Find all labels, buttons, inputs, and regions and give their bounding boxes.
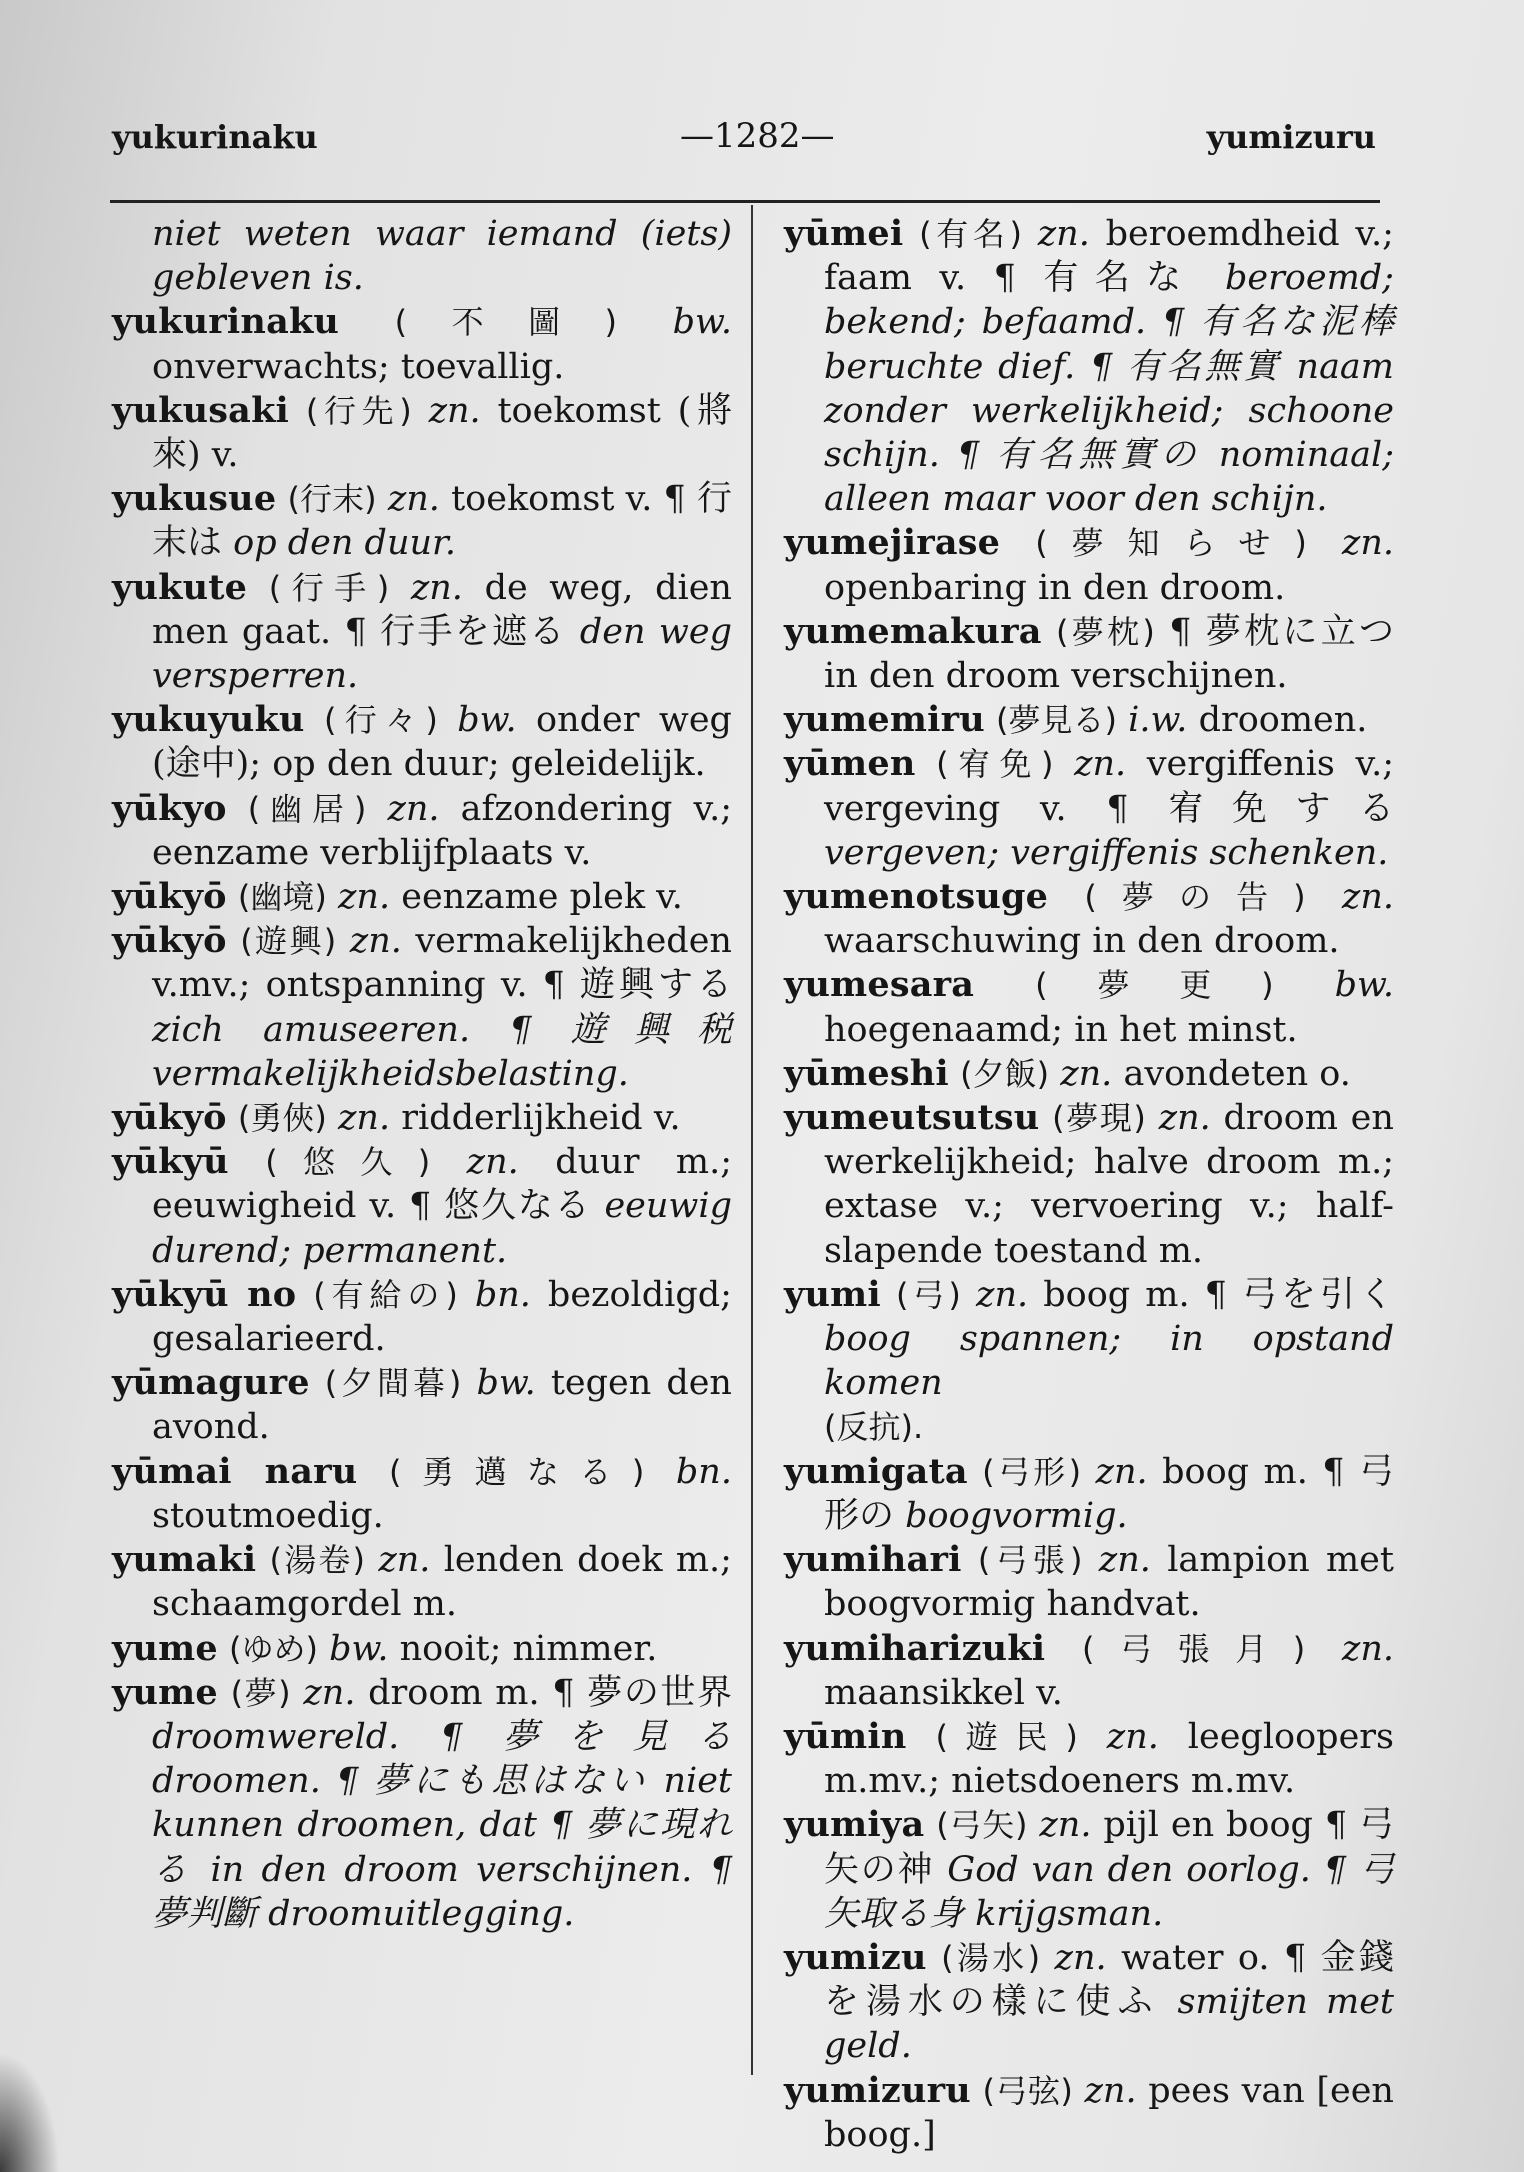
headword: yūmagure — [112, 1362, 310, 1404]
definition: ¶ 夢枕に立つ in den droom verschijnen. — [824, 611, 1394, 697]
dictionary-entry — [112, 300, 732, 388]
entry-kanji: (不圖) — [394, 303, 618, 342]
headword: yumizuru — [784, 2069, 971, 2111]
entry-kanji: (遊民) — [935, 1717, 1078, 1756]
example-phrase: eeuwig durend; permanent. — [152, 1186, 732, 1271]
example-phrase: den weg versperren. — [152, 611, 732, 697]
entry-kanji: (弓弦) — [982, 2071, 1073, 2110]
definition: droomen. — [1198, 700, 1368, 741]
definition: duur m.; eeuwigheid v. ¶ 悠久なる — [152, 1142, 732, 1227]
header-rule — [110, 200, 1380, 203]
dictionary-entry — [112, 389, 732, 477]
entry-kanji: (夕間暮) — [324, 1364, 462, 1403]
headword: yukute — [112, 566, 248, 608]
definition: afzondering v.; eenzame verblijfplaats v. — [152, 788, 732, 873]
dictionary-entry — [784, 610, 1394, 698]
headword: yumejirase — [784, 522, 1001, 564]
definition: ridderlijkheid v. — [401, 1098, 681, 1139]
grammar-label: zn. — [1095, 1451, 1148, 1492]
grammar-label: zn. — [1037, 214, 1090, 254]
entry-kanji: (夕飯) — [960, 1054, 1050, 1093]
dictionary-entry — [784, 963, 1394, 1051]
dictionary-entry — [784, 1715, 1394, 1803]
entry-kanji: (有給の) — [313, 1275, 458, 1314]
grammar-label: zn. — [1341, 1628, 1394, 1669]
dictionary-entry — [784, 1450, 1394, 1538]
dictionary-entry — [112, 698, 732, 786]
definition: onder weg (途中); op den duur; geleidelijk. — [152, 700, 732, 785]
entry-kanji: (勇俠) — [237, 1099, 327, 1138]
grammar-label: zn. — [428, 390, 481, 431]
definition: onverwachts; toevallig. — [152, 346, 565, 387]
definition: beroemdheid v.; faam v. ¶ 有名な — [824, 214, 1394, 299]
dictionary-entry — [112, 1361, 732, 1449]
headword: yumizu — [784, 1936, 927, 1978]
example-phrase: God van den oorlog. ¶ 弓矢取る身 krijgsman. — [824, 1849, 1394, 1934]
definition: waarschuwing in den droom. — [824, 921, 1340, 962]
left-column — [112, 212, 732, 1936]
dictionary-entry — [784, 742, 1394, 875]
grammar-label: zn. — [349, 921, 402, 962]
entry-kanji: (夢) — [230, 1673, 291, 1712]
headword: yumigata — [784, 1450, 968, 1492]
grammar-label: zn. — [1039, 1805, 1092, 1846]
entry-kanji: (夢知らせ) — [1035, 524, 1307, 563]
headword: yukuyuku — [112, 699, 305, 741]
grammar-label: zn. — [387, 788, 440, 829]
dictionary-entry — [112, 1273, 732, 1361]
headword: yumihari — [784, 1539, 962, 1581]
dictionary-entry — [784, 212, 1394, 521]
dictionary-entry — [112, 787, 732, 875]
definition: eenzame plek v. — [401, 877, 683, 918]
headword: yūkyō — [112, 876, 227, 918]
dictionary-entry — [784, 1273, 1394, 1406]
headword: yūmei — [784, 213, 904, 254]
page-number: —1282— — [680, 116, 835, 156]
dictionary-entry — [112, 1096, 732, 1140]
definition: stoutmoedig. — [152, 1495, 384, 1536]
grammar-label: zn. — [303, 1672, 356, 1713]
headword: yumemakura — [784, 610, 1042, 652]
dictionary-entry — [112, 1140, 732, 1273]
dictionary-entry — [784, 1096, 1394, 1273]
definition: lampion met boogvormig handvat. — [824, 1540, 1394, 1625]
dictionary-entry — [784, 1538, 1394, 1626]
definition: pees van [een boog.] — [824, 2070, 1394, 2155]
definition: water o. ¶ 金錢を湯水の樣に使ふ — [824, 1937, 1394, 2023]
definition: toekomst v. ¶ 行末は — [152, 479, 732, 564]
dictionary-entry — [112, 875, 732, 919]
dictionary-entry — [112, 1538, 732, 1626]
headword: yumaki — [112, 1539, 257, 1581]
entry-kanji: (悠久) — [265, 1143, 431, 1182]
grammar-label: zn. — [1341, 523, 1394, 564]
entry-kanji: (行々) — [323, 701, 438, 740]
entry-kanji: (宥免) — [936, 745, 1054, 784]
entry-kanji: (ゆめ) — [229, 1629, 319, 1668]
entry-kanji: (湯水) — [941, 1938, 1041, 1977]
definition: pijl en boog ¶ 弓矢の神 — [824, 1805, 1394, 1890]
headword: yumesara — [784, 964, 975, 1006]
entry-kanji: (有名) — [919, 215, 1022, 253]
example-phrase: op den duur. — [233, 523, 457, 564]
example-phrase: boogvormig. — [905, 1495, 1128, 1536]
dictionary-entry — [112, 1450, 732, 1538]
column-divider — [751, 205, 753, 2075]
dictionary-entry — [784, 1627, 1394, 1715]
grammar-label: bn. — [675, 1451, 732, 1492]
grammar-label: zn. — [337, 877, 391, 918]
header-right-word: yumizuru — [1206, 118, 1376, 156]
grammar-label: zn. — [1341, 877, 1394, 918]
grammar-label: zn. — [1106, 1716, 1159, 1757]
headword: yume — [112, 1671, 218, 1713]
entry-kanji: (勇邁なる) — [389, 1452, 645, 1491]
example-phrase: droomwereld. ¶ 夢を見る droomen. ¶ 夢にも思はない niet kunnen droomen, dat ¶ 夢に現れる in den droom verschijnen. ¶ 夢判斷 droomuitlegging. — [152, 1716, 732, 1934]
dictionary-entry — [784, 521, 1394, 609]
headword: yumemiru — [784, 699, 985, 741]
grammar-label: zn. — [1098, 1540, 1151, 1581]
definition: droom m. ¶ 夢の世界 — [368, 1672, 732, 1713]
page-corner-shadow — [0, 2052, 60, 2172]
definition: nooit; nimmer. — [399, 1628, 658, 1669]
grammar-label: zn. — [1158, 1098, 1211, 1139]
definition: maansikkel v. — [824, 1672, 1063, 1713]
dictionary-entry — [784, 1936, 1394, 2069]
grammar-label: zn. — [976, 1274, 1029, 1315]
definition: boog m. ¶ 弓を引く — [1043, 1274, 1394, 1315]
example-phrase: beroemd; bekend; befaamd. ¶ 有名な泥棒 beruchte dief. ¶ 有名無實 naam zonder werkelijkheid; schoone schijn. ¶ 有名無實の nominaal; alleen maar voor den schijn. — [824, 258, 1394, 520]
headword: yūkyū — [112, 1141, 229, 1183]
grammar-label: bw. — [476, 1363, 536, 1404]
headword: yūmin — [784, 1715, 907, 1757]
entry-kanji: (幽境) — [237, 878, 327, 917]
headword: yukurinaku — [112, 301, 340, 343]
entry-kanji: (幽居) — [247, 789, 367, 828]
entry-kanji: (弓) — [896, 1275, 961, 1314]
definition: vermakelijkheden v.mv.; ontspanning v. ¶ 遊興する — [152, 921, 732, 1006]
dictionary-entry — [784, 1803, 1394, 1936]
headword: yūkyū no — [112, 1273, 297, 1315]
entry-kanji: (反抗). — [824, 1408, 924, 1447]
entry-kanji: (弓矢) — [936, 1806, 1028, 1845]
headword: yūmen — [784, 743, 916, 785]
entry-kanji: (遊興) — [240, 922, 337, 961]
definition: avondeten o. — [1123, 1053, 1351, 1094]
entry-kanji: (夢更) — [1035, 966, 1274, 1005]
entry-kanji: (弓張) — [977, 1541, 1083, 1580]
headword: yumeutsutsu — [784, 1097, 1040, 1139]
dictionary-entry — [784, 1052, 1394, 1096]
dictionary-entry — [112, 477, 732, 565]
dictionary-entry — [112, 1627, 732, 1671]
headword: yūkyo — [112, 787, 227, 829]
definition: tegen den avond. — [152, 1363, 732, 1448]
headword: yumiya — [784, 1804, 925, 1846]
definition: lenden doek m.; schaamgordel m. — [152, 1540, 732, 1625]
headword: yukusue — [112, 478, 277, 520]
definition: openbaring in den droom. — [824, 567, 1286, 608]
entry-kanji: (夢枕) — [1056, 612, 1155, 651]
grammar-label: i.w. — [1128, 700, 1188, 741]
dictionary-entry — [784, 2069, 1394, 2157]
example-phrase: boog spannen; in opstand komen — [824, 1319, 1394, 1404]
headword: yūkyō — [112, 1097, 227, 1139]
definition: boog m. ¶ 弓形の — [824, 1451, 1394, 1536]
dictionary-entry — [784, 875, 1394, 963]
grammar-label: zn. — [466, 1142, 519, 1183]
headword: yumenotsuge — [784, 876, 1049, 918]
headword: yūmeshi — [784, 1052, 949, 1094]
dictionary-entry — [112, 1671, 732, 1936]
definition: hoegenaamd; in het minst. — [824, 1009, 1298, 1050]
entry-kanji: (湯卷) — [269, 1541, 366, 1580]
headword: yukusaki — [112, 389, 290, 431]
entry-kanji: (夢現) — [1052, 1099, 1146, 1138]
example-phrase: smijten met geld. — [824, 1982, 1394, 2067]
dictionary-entry — [112, 212, 732, 300]
definition: droom en werkelijkheid; halve droom m.; extase v.; vervoering v.; half-slapende toestand m. — [824, 1098, 1394, 1271]
grammar-label: bw. — [457, 700, 517, 741]
example-phrase: niet weten waar iemand (iets) gebleven is. — [152, 214, 732, 299]
dictionary-entry — [112, 566, 732, 699]
example-phrase: vergeven; vergiffenis schenken. — [824, 832, 1389, 873]
grammar-label: zn. — [1060, 1053, 1113, 1094]
headword: yūmai naru — [112, 1450, 358, 1492]
grammar-label: bw. — [1334, 965, 1394, 1006]
example-phrase: zich amuseeren. ¶ 遊興税 vermakelijkheidsbelasting. — [152, 1009, 732, 1094]
headword: yumiharizuki — [784, 1627, 1046, 1669]
grammar-label: bn. — [474, 1274, 531, 1315]
entry-kanji: (夢の告) — [1084, 878, 1306, 917]
headword: yūkyō — [112, 920, 227, 962]
grammar-label: zn. — [1084, 2070, 1137, 2111]
entry-kanji: (行先) — [305, 391, 412, 430]
definition: de weg, dien men gaat. ¶ 行手を遮る — [152, 567, 732, 652]
definition: bezoldigd; gesalarieerd. — [152, 1274, 732, 1360]
grammar-label: zn. — [1054, 1937, 1107, 1978]
dictionary-entry — [112, 919, 732, 1096]
definition: leegloopers m.mv.; nietsdoeners m.mv. — [824, 1716, 1394, 1802]
definition: vergiffenis v.; vergeving v. ¶ 宥免する — [824, 744, 1394, 829]
grammar-label: bw. — [329, 1628, 389, 1669]
grammar-label: zn. — [378, 1540, 431, 1581]
grammar-label: zn. — [387, 479, 440, 520]
entry-kanji: (行末) — [287, 480, 377, 519]
grammar-label: bw. — [672, 302, 732, 343]
grammar-label: zn. — [1074, 744, 1127, 785]
dictionary-entry — [784, 1405, 1394, 1449]
headword: yume — [112, 1627, 218, 1669]
grammar-label: zn. — [410, 567, 463, 608]
definition: toekomst (將來) v. — [152, 390, 732, 476]
entry-kanji: (行手) — [268, 568, 390, 607]
grammar-label: zn. — [337, 1098, 391, 1139]
entry-kanji: (夢見る) — [996, 701, 1118, 740]
entry-kanji: (弓形) — [982, 1452, 1082, 1491]
dictionary-entry — [784, 698, 1394, 742]
entry-kanji: (弓張月) — [1081, 1629, 1306, 1668]
right-column — [784, 212, 1394, 2157]
headword: yumi — [784, 1273, 881, 1315]
header-left-word: yukurinaku — [112, 118, 318, 156]
